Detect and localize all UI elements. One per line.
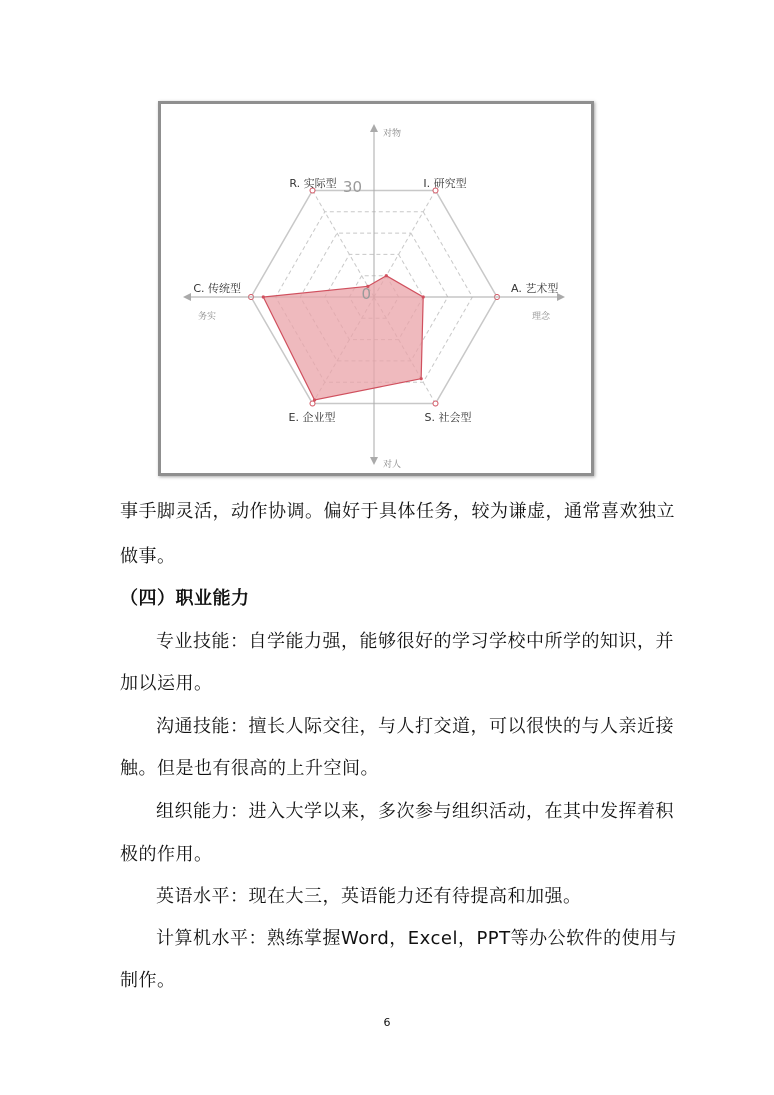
radar-vertex-marker xyxy=(433,401,438,406)
axis-label-realistic: R. 实际型 xyxy=(289,177,337,190)
scale-min-label: 0 xyxy=(361,285,371,303)
paragraph-line: 专业技能：自学能力强，能够很好的学习学校中所学的知识，并 xyxy=(156,631,674,652)
holland-radar-chart xyxy=(161,104,591,473)
paragraph-line: 计算机水平：熟练掌握Word，Excel，PPT等办公软件的使用与 xyxy=(156,928,678,949)
axis-label-social: S. 社会型 xyxy=(424,411,472,424)
radar-data-point xyxy=(262,295,265,298)
radar-series-area xyxy=(263,276,423,400)
dimension-label-left: 务实 xyxy=(197,312,217,322)
dimension-label-top: 对物 xyxy=(383,129,402,139)
axis-label-investigative: I. 研究型 xyxy=(423,177,467,190)
axis-label-enterprising: E. 企业型 xyxy=(288,411,336,424)
horizontal-axis-left-arrow xyxy=(183,293,191,301)
radar-spoke xyxy=(313,190,375,297)
page-number: 6 xyxy=(383,1016,391,1029)
paragraph-line: 加以运用。 xyxy=(120,673,213,694)
scale-max-label: 30 xyxy=(342,178,362,196)
radar-data-point xyxy=(420,377,423,380)
vertical-axis-bottom-arrow xyxy=(370,457,378,465)
radar-chart-figure xyxy=(158,101,594,476)
paragraph-line: 英语水平：现在大三，英语能力还有待提高和加强。 xyxy=(156,886,582,907)
paragraph-line: 触。但是也有很高的上升空间。 xyxy=(120,758,379,779)
paragraph-line: 制作。 xyxy=(120,970,176,991)
radar-data-point xyxy=(385,274,388,277)
axis-label-artistic: A. 艺术型 xyxy=(511,282,559,295)
paragraph-line: 做事。 xyxy=(120,546,176,567)
dimension-label-right: 理念 xyxy=(531,312,551,322)
radar-data-point xyxy=(313,398,316,401)
paragraph-line: 极的作用。 xyxy=(120,844,213,865)
dimension-label-bottom: 对人 xyxy=(383,460,402,470)
paragraph-line: 沟通技能：擅长人际交往，与人打交道，可以很快的与人亲近接 xyxy=(156,716,674,737)
section-heading: （四）职业能力 xyxy=(120,588,250,609)
vertical-axis-top-arrow xyxy=(370,124,378,132)
paragraph-line: 事手脚灵活，动作协调。偏好于具体任务，较为谦虚，通常喜欢独立 xyxy=(120,501,675,522)
radar-vertex-marker xyxy=(310,401,315,406)
paragraph-line: 组织能力：进入大学以来，多次参与组织活动，在其中发挥着积 xyxy=(156,801,674,822)
axis-label-conventional: C. 传统型 xyxy=(193,282,241,295)
radar-data-point xyxy=(422,295,425,298)
